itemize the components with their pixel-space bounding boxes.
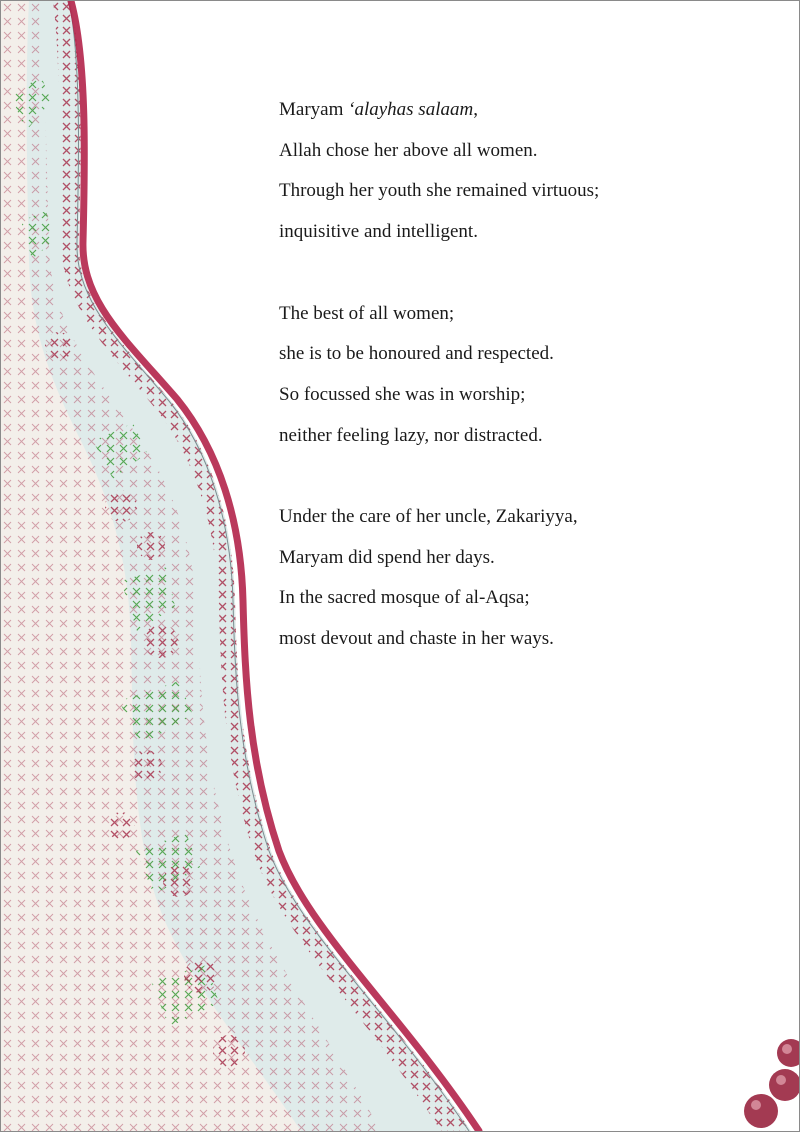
poem-line-lead: Maryam: [279, 99, 349, 120]
poem-line: neither feeling lazy, nor distracted.: [279, 424, 543, 446]
stanza: [279, 90, 759, 253]
poem-line: [279, 90, 759, 131]
poem-line-tail: ,: [473, 99, 478, 120]
poem-line: Under the care of her uncle, Zakariyya,: [279, 506, 578, 527]
poem-line: most devout and chaste in her ways.: [279, 628, 554, 650]
poem-text: [279, 90, 759, 701]
poem-line: In the sacred mosque of al-Aqsa;: [279, 587, 530, 609]
stanza: [279, 497, 759, 660]
prayer-beads: [744, 1039, 799, 1128]
poem-line: she is to be honoured and respected.: [279, 343, 554, 365]
poem-line-italic: ‘alayhas salaam: [348, 99, 474, 120]
stanza: [279, 294, 759, 457]
poem-line: The best of all women;: [279, 302, 455, 324]
poem-line: So focussed she was in worship;: [279, 383, 526, 405]
poem-line: Through her youth she remained virtuous;: [279, 180, 600, 202]
poem-line: Maryam did spend her days.: [279, 546, 495, 568]
poem-line: inquisitive and intelligent.: [279, 221, 478, 243]
poem-line: Allah chose her above all women.: [279, 139, 538, 161]
